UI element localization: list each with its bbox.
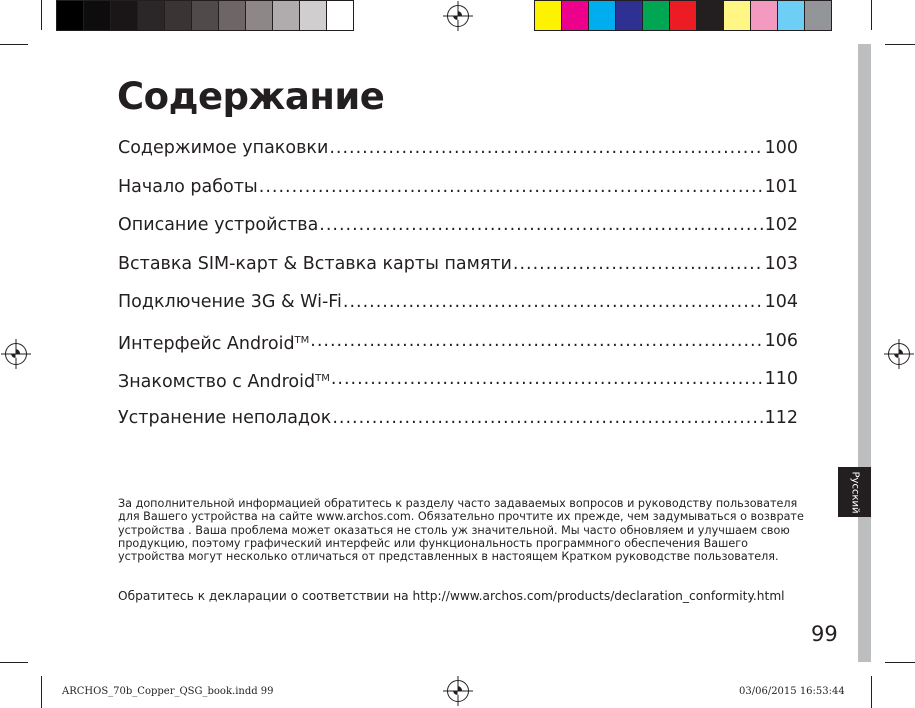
toc-entry-title: Начало работы [118,176,258,197]
toc-entry[interactable] [118,136,798,175]
crop-mark [0,44,28,45]
language-tab-label: Русский [849,471,861,513]
side-band [858,44,871,662]
toc-entry-page: 102 [764,215,798,235]
color-swatch [588,0,616,31]
toc-entry-page: 104 [764,292,798,312]
color-swatch [534,0,562,31]
toc-entry[interactable] [118,329,798,368]
toc-entry-title: Содержимое упаковки [118,138,329,158]
toc-entry-title: Подключение 3G & Wi-Fi [118,292,342,312]
toc-entry-title: Описание устройства [118,215,319,235]
page-number: 99 [811,622,838,646]
crop-mark [885,44,915,45]
color-swatch [696,0,724,31]
trademark-mark: TM [315,373,330,384]
toc-entry-page: 100 [764,138,798,158]
page-title: Содержание [117,75,385,118]
toc-entry-title: Вставка SIM-карт & Вставка карты памяти [118,253,512,274]
color-swatch [723,0,751,31]
color-swatch [299,0,327,31]
color-swatch [642,0,670,31]
toc-entry-title: Знакомство с Android™ [118,372,330,392]
grayscale-color-bar [57,0,354,31]
info-note: За дополнительной информацией обратитесь к разделу часто задаваемых вопросов и руководству пользователя для Вашего устройства на сайте www.archos.com. Обязательно прочтите их прежде, чем задумываться о возврате устройства . Ваша проблема может оказаться не столь уж значительной. Мы часто обновляем и улучшаем свою продукцию, поэтому графический интерфейс или функциональность программного обеспечения Вашего устройства могут несколько отличаться от представленных в настоящем Кратком руководстве пользователя. [118,497,804,564]
toc-entry-page: 106 [764,330,798,351]
toc-entry-title: Интерфейс Android™ [118,333,310,354]
table-of-contents [118,136,798,444]
color-swatch [561,0,589,31]
toc-entry-page: 101 [764,176,798,197]
language-tab [838,467,871,517]
color-swatch [245,0,273,31]
toc-entry-page: 110 [764,369,798,389]
toc-entry[interactable] [118,252,798,291]
toc-entry-page: 112 [764,407,798,428]
registration-mark-icon [447,5,469,27]
color-swatch [777,0,805,31]
registration-mark-icon [888,343,910,365]
toc-entry[interactable] [118,213,798,252]
toc-leader-dots [319,213,763,237]
color-swatch [56,0,84,31]
toc-leader-dots [329,136,763,160]
crop-mark [871,0,872,30]
color-swatch [804,0,832,31]
color-swatch [326,0,354,31]
toc-leader-dots [343,290,764,314]
color-swatch [272,0,300,31]
toc-leader-dots [332,406,763,430]
toc-entry[interactable] [118,175,798,214]
toc-entry[interactable] [118,406,798,445]
toc-leader-dots [310,329,763,353]
color-swatch [83,0,111,31]
trademark-mark: TM [294,334,310,346]
crop-mark [885,662,915,663]
toc-leader-dots [331,367,764,391]
color-swatch [137,0,165,31]
toc-entry-title: Устранение неполадок [118,407,332,428]
toc-entry-page: 103 [764,253,798,274]
toc-entry[interactable] [118,367,798,406]
registration-mark-icon [447,680,469,702]
registration-mark-icon [5,343,27,365]
crop-mark [41,0,42,30]
crop-mark [871,676,872,708]
color-swatch [164,0,192,31]
declaration-link-text: Обратитесь к декларации о соответствии на http://www.archos.com/products/declaration_conformity.html [118,589,785,603]
color-swatch [750,0,778,31]
crop-mark [0,662,28,663]
toc-leader-dots [513,252,764,276]
color-swatch [615,0,643,31]
slug-date: 03/06/2015 16:53:44 [739,686,845,697]
color-swatch [669,0,697,31]
toc-leader-dots [259,175,764,199]
color-swatch [110,0,138,31]
crop-mark [41,676,42,708]
process-color-bar [535,0,832,31]
color-swatch [191,0,219,31]
toc-entry[interactable] [118,290,798,329]
color-swatch [218,0,246,31]
slug-file-name: ARCHOS_70b_Copper_QSG_book.indd 99 [62,686,274,697]
